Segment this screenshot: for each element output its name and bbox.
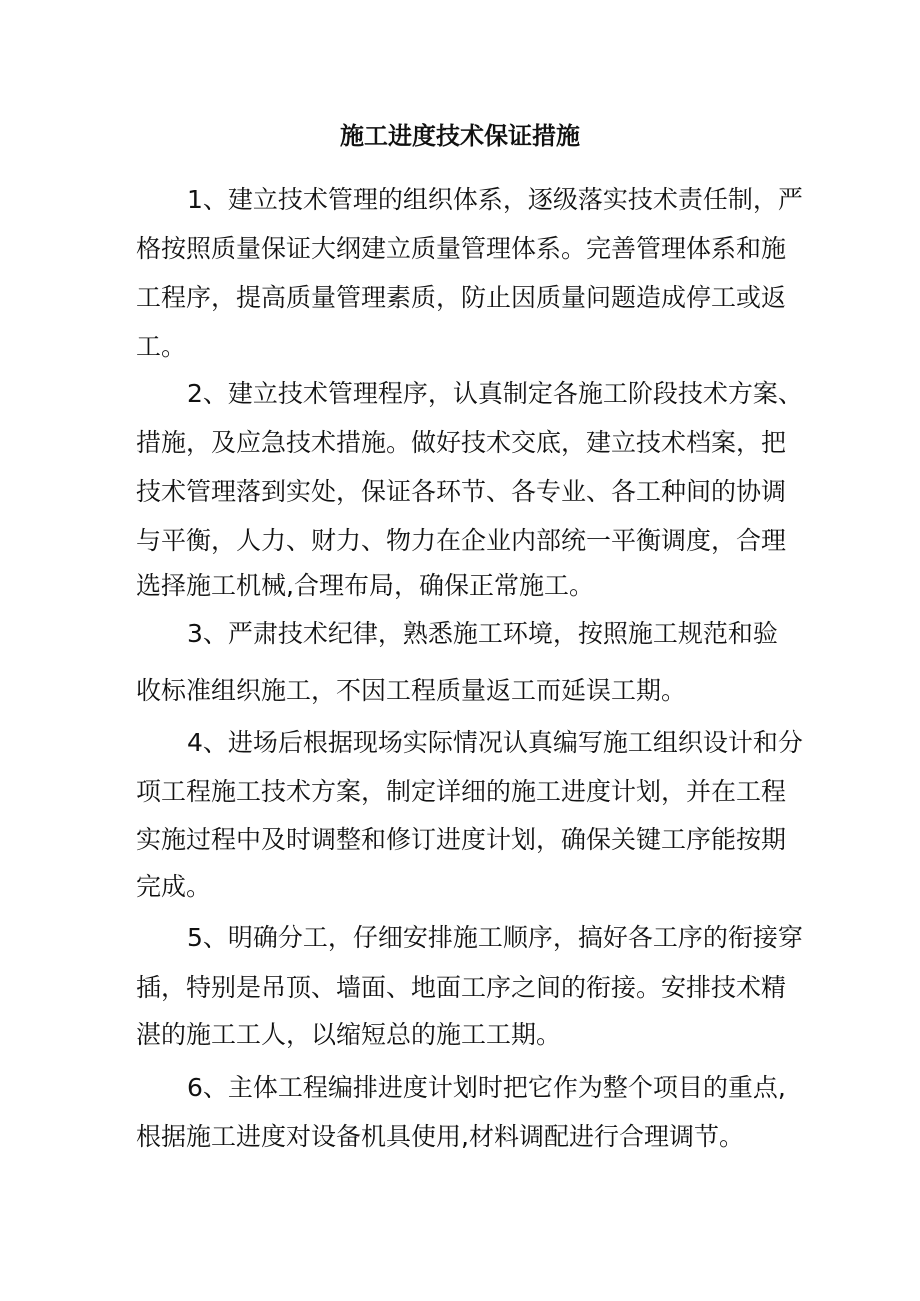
paragraph-3-line-2: 收标准组织施工，不因工程质量返工而延误工期。 <box>136 676 687 705</box>
paragraph-1-line-3: 工程序，提高质量管理素质，防止因质量问题造成停工或返 <box>136 283 787 312</box>
paragraph-5-line-2: 插，特别是吊顶、墙面、地面工序之间的衔接。安排技术精 <box>136 973 787 1002</box>
document-title: 施工进度技术保证措施 <box>340 122 580 150</box>
paragraph-3-line-1: 3、严肃技术纪律，熟悉施工环境，按照施工规范和验 <box>187 619 778 648</box>
paragraph-1-line-2: 格按照质量保证大纲建立质量管理体系。完善管理体系和施 <box>136 234 787 263</box>
paragraph-1-line-4: 工。 <box>136 332 187 361</box>
paragraph-1-line-1: 1、建立技术管理的组织体系，逐级落实技术责任制，严 <box>187 185 803 214</box>
paragraph-2-line-5: 选择施工机械,合理布局，确保正常施工。 <box>136 571 594 600</box>
paragraph-4-line-1: 4、进场后根据现场实际情况认真编写施工组织设计和分 <box>187 728 803 757</box>
paragraph-2-line-3: 技术管理落到实处，保证各环节、各专业、各工种间的协调 <box>136 477 787 506</box>
paragraph-4-line-4: 完成。 <box>136 872 212 901</box>
paragraph-2-line-1: 2、建立技术管理程序，认真制定各施工阶段技术方案、 <box>187 379 803 408</box>
paragraph-6-line-2: 根据施工进度对设备机具使用,材料调配进行合理调节。 <box>136 1122 744 1151</box>
paragraph-2-line-4: 与平衡，人力、财力、物力在企业内部统一平衡调度，合理 <box>136 526 787 555</box>
paragraph-5-line-1: 5、明确分工，仔细安排施工顺序，搞好各工序的衔接穿 <box>187 923 803 952</box>
paragraph-5-line-3: 湛的施工工人，以缩短总的施工工期。 <box>136 1020 562 1049</box>
paragraph-4-line-2: 项工程施工技术方案，制定详细的施工进度计划，并在工程 <box>136 777 787 806</box>
paragraph-2-line-2: 措施，及应急技术措施。做好技术交底，建立技术档案，把 <box>136 428 787 457</box>
paragraph-4-line-3: 实施过程中及时调整和修订进度计划，确保关键工序能按期 <box>136 825 787 854</box>
paragraph-6-line-1: 6、主体工程编排进度计划时把它作为整个项目的重点, <box>187 1073 786 1102</box>
